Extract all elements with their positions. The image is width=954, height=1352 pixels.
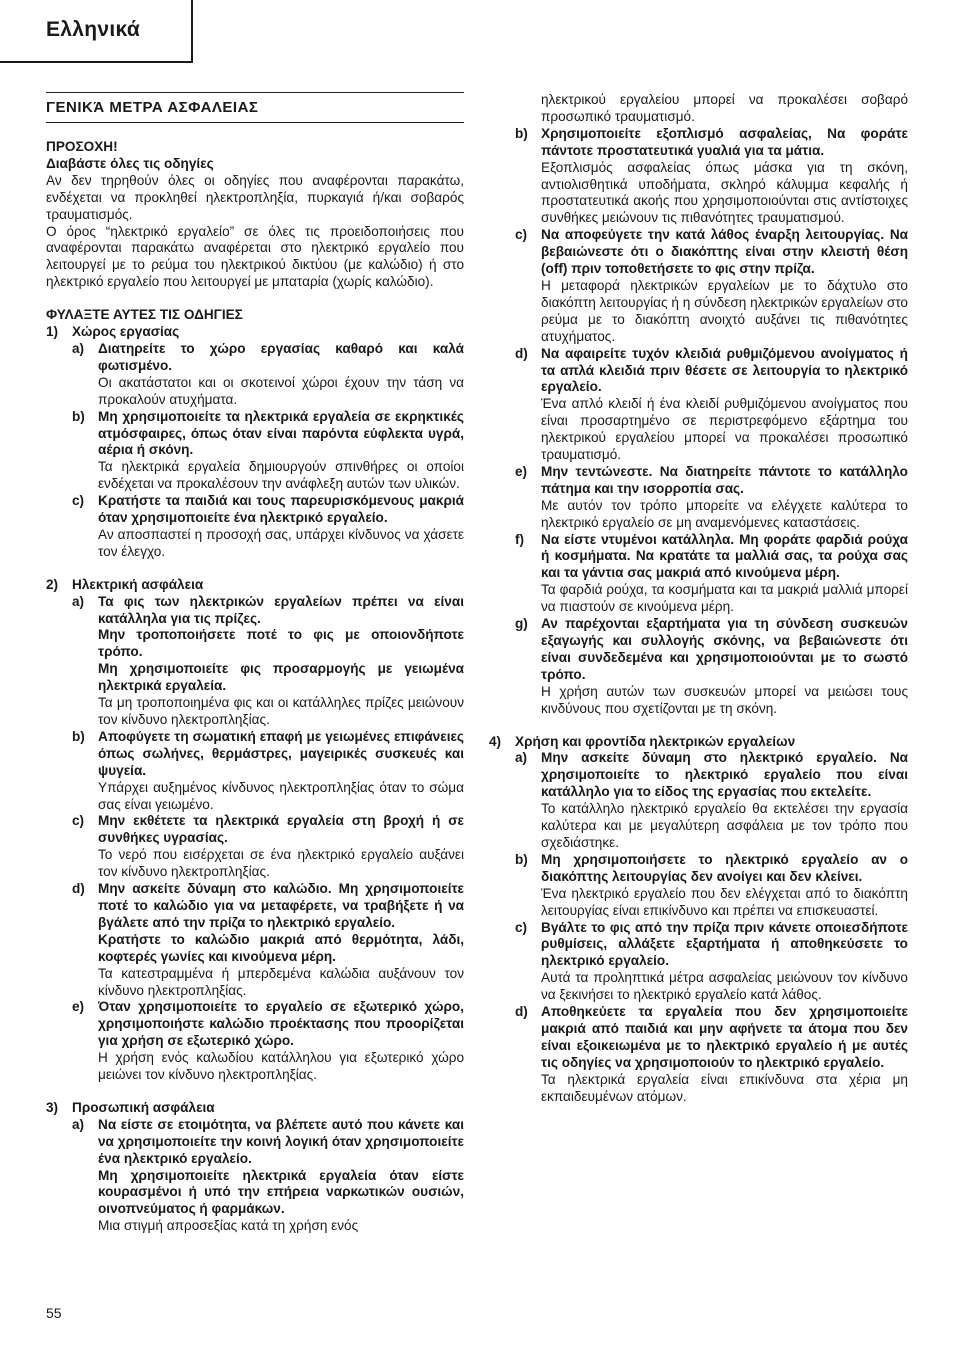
item-instruction: Μην ασκείτε δύναμη στο ηλεκτρικό εργαλείο. Να χρησιμοποιείτε το ηλεκτρικό εργαλείο που είναι κατάλληλο για το είδος της εργασίας που εκτελείτε. xyxy=(541,750,908,800)
warning-paragraph-1: Αν δεν τηρηθούν όλες οι οδηγίες που αναφέρονται παρακάτω, ενδέχεται να προκληθεί ηλεκτροπληξία, πυρκαγιά ή/και σοβαρός τραυματισμός. xyxy=(46,172,464,222)
list-item xyxy=(72,341,464,409)
item-label: a) xyxy=(72,593,85,609)
item-explanation: Τα μη τροποποιημένα φις και οι κατάλληλες πρίζες μειώνουν τον κίνδυνο ηλεκτροπληξίας. xyxy=(98,695,464,727)
group-heading xyxy=(489,734,908,751)
item-explanation: Το κατάλληλο ηλεκτρικό εργαλείο θα εκτελέσει την εργασία καλύτερα και με μεγαλύτερη ασφάλεια με τον τρόπο που σχεδιάστηκε. xyxy=(541,801,908,850)
list-item xyxy=(515,532,908,617)
list-item xyxy=(72,493,464,561)
section-title: ΓΕΝΙΚΆ ΜΕΤΡΑ ΑΣΦΑΛΕΙΑΣ xyxy=(46,92,464,123)
item-explanation: Αν αποσπαστεί η προσοχή σας, υπάρχει κίνδυνος να χάσετε τον έλεγχο. xyxy=(98,526,464,559)
item-label: d) xyxy=(72,881,85,897)
group-number: 1) xyxy=(46,324,59,340)
item-instruction: Μη χρησιμοποιείτε ηλεκτρικά εργαλεία όταν είστε κουρασμένοι ή υπό την επήρεια ναρκωτικών ουσιών, οινοπνεύματος ή φαρμάκων. xyxy=(98,1167,464,1217)
item-label: b) xyxy=(72,728,85,744)
group-heading xyxy=(46,1100,464,1117)
item-instruction: Αν παρέχονται εξαρτήματα για τη σύνδεση συσκευών εξαγωγής και συλλογής σκόνης, να βεβαιώνεστε ότι είναι συνδεδεμένα και χρησιμοποιούνται με το σωστό τρόπο. xyxy=(541,616,908,682)
list-item xyxy=(515,852,908,920)
page-number: 55 xyxy=(46,1305,62,1321)
item-explanation: Τα ηλεκτρικά εργαλεία δημιουργούν σπινθήρες οι οποίοι ενδέχεται να προκαλέσουν την ανάφλεξη αυτών των υλικών. xyxy=(98,459,464,492)
item-instruction: Βγάλτε το φις από την πρίζα πριν κάνετε οποιεσδήποτε ρυθμίσεις, αλλάξετε εξαρτήματα ή αποθηκεύσετε το ηλεκτρικό εργαλείο. xyxy=(541,919,908,969)
item-label: a) xyxy=(72,340,85,356)
item-instruction: Να αποφεύγετε την κατά λάθος έναρξη λειτουργίας. Να βεβαιώνεστε ότι ο διακόπτης είναι στην κλειστή θέση (off) πριν τοποθετήσετε το φις στην πρίζα. xyxy=(541,227,908,277)
item-explanation: Αυτά τα προληπτικά μέτρα ασφαλείας μειώνουν τον κίνδυνο να ξεκινήσει το ηλεκτρικό εργαλείο κατά λάθος. xyxy=(541,970,908,1003)
item-label: d) xyxy=(515,1004,528,1020)
list-item xyxy=(72,409,464,494)
group-items xyxy=(46,341,464,561)
item-instruction: Όταν χρησιμοποιείτε το εργαλείο σε εξωτερικό χώρο, χρησιμοποιήστε καλώδιο προέκτασης που προορίζεται για χρήση σε εξωτερικό χώρο. xyxy=(98,999,464,1049)
item-label: d) xyxy=(515,345,528,361)
list-item xyxy=(72,1117,464,1235)
item-label: c) xyxy=(515,919,528,935)
list-item xyxy=(515,227,908,345)
item-label: a) xyxy=(515,750,528,766)
group-title: Προσωπική ασφάλεια xyxy=(72,1099,215,1115)
item-instruction: Αποφύγετε τη σωματική επαφή με γειωμένες επιφάνειες όπως σωλήνες, θερμάστρες, μαγειρικές συσκευές και ψυγεία. xyxy=(98,728,464,778)
list-item xyxy=(515,346,908,464)
item-explanation: Τα φαρδιά ρούχα, τα κοσμήματα και τα μακριά μαλλιά μπορεί να πιαστούν σε κινούμενα μέρη. xyxy=(541,582,908,615)
item-label: b) xyxy=(515,125,528,141)
group-items xyxy=(46,1117,464,1235)
item-instruction: Μην τεντώνεστε. Να διατηρείτε πάντοτε το κατάλληλο πάτημα και την ισορροπία σας. xyxy=(541,463,908,496)
language-tab-label: Ελληνικά xyxy=(46,18,141,41)
item-label: g) xyxy=(515,616,528,632)
item-instruction: Μη χρησιμοποιείτε τα ηλεκτρικά εργαλεία σε εκρηκτικές ατμόσφαιρες, όπως όταν είναι παρόντα εύφλεκτα υγρά, αέρια ή σκόνη. xyxy=(98,408,464,458)
item-instruction: Μη χρησιμοποιείτε φις προσαρμογής με γειωμένα ηλεκτρικά εργαλεία. xyxy=(98,661,464,694)
group-number: 3) xyxy=(46,1099,59,1115)
item-instruction: Τα φις των ηλεκτρικών εργαλείων πρέπει να είναι κατάλληλα για τις πρίζες. xyxy=(98,593,464,626)
right-column xyxy=(489,92,908,1105)
group-title: Χώρος εργασίας xyxy=(72,324,180,340)
item-label: e) xyxy=(72,999,85,1015)
list-item xyxy=(515,126,908,227)
item-explanation: Οι ακατάστατοι και οι σκοτεινοί χώροι έχουν την τάση να προκαλούν ατυχήματα. xyxy=(98,374,464,407)
item-explanation: Η χρήση ενός καλωδίου κατάλληλου για εξωτερικό χώρο μειώνει τον κίνδυνο ηλεκτροπληξίας. xyxy=(98,1050,464,1083)
group-heading xyxy=(46,324,464,341)
item-explanation: Με αυτόν τον τρόπο μπορείτε να ελέγχετε καλύτερα το ηλεκτρικό εργαλείο σε μη αναμενόμενες καταστάσεις. xyxy=(541,497,908,530)
language-tab xyxy=(0,0,193,63)
item-instruction: Χρησιμοποιείτε εξοπλισμό ασφαλείας, Να φοράτε πάντοτε προστατευτικά γυαλιά για τα μάτια. xyxy=(541,125,908,158)
item-explanation: Ένα ηλεκτρικό εργαλείο που δεν ελέγχεται από το διακόπτη λειτουργίας είναι επικίνδυνο και πρέπει να επισκευαστεί. xyxy=(541,885,908,918)
item-label: b) xyxy=(72,408,85,424)
list-item xyxy=(72,594,464,729)
item-explanation: Το νερό που εισέρχεται σε ένα ηλεκτρικό εργαλείο αυξάνει τον κίνδυνο ηλεκτροπληξίας. xyxy=(98,847,464,880)
item-label: a) xyxy=(72,1116,85,1132)
item-explanation: Τα ηλεκτρικά εργαλεία είναι επικίνδυνα στα χέρια μη εκπαιδευμένων ατόμων. xyxy=(541,1071,908,1104)
item-instruction: Μην τροποποιήσετε ποτέ το φις με οποιονδήποτε τρόπο. xyxy=(98,627,464,660)
item-instruction: Να αφαιρείτε τυχόν κλειδιά ρυθμιζόμενου ανοίγματος ή τα απλά κλειδιά πριν θέσετε σε λειτουργία το ηλεκτρικό εργαλείο. xyxy=(541,345,908,395)
item-instruction: Να είστε ντυμένοι κατάλληλα. Μη φοράτε φαρδιά ρούχα ή κοσμήματα. Να κρατάτε τα μαλλιά σας, τα ρούχα σας και τα γάντια σας μακριά από κινούμενα μέρη. xyxy=(541,531,908,581)
item-label: e) xyxy=(515,463,528,479)
list-item xyxy=(515,920,908,1005)
group-title: Ηλεκτρική ασφάλεια xyxy=(72,576,204,592)
item-explanation: Ένα απλό κλειδί ή ένα κλειδί ρυθμιζόμενου ανοίγματος που είναι προσαρτημένο σε περιστρεφόμενο εξάρτημα του ηλεκτρικού εργαλείου μπορεί να προκαλέσει προσωπικό τραυματισμό. xyxy=(541,396,908,463)
item-label: c) xyxy=(72,813,85,829)
item-instruction: Διατηρείτε το χώρο εργασίας καθαρό και καλά φωτισμένο. xyxy=(98,340,464,373)
list-item xyxy=(515,750,908,851)
group-number: 2) xyxy=(46,576,59,592)
list-item xyxy=(72,729,464,814)
item-instruction: Κρατήστε το καλώδιο μακριά από θερμότητα, λάδι, κοφτερές γωνίες και κινούμενα μέρη. xyxy=(98,931,464,964)
item-instruction: Να είστε σε ετοιμότητα, να βλέπετε αυτό που κάνετε και να χρησιμοποιείτε την κοινή λογική όταν χρησιμοποιείτε ένα ηλεκτρικό εργαλείο. xyxy=(98,1116,464,1166)
keep-instructions-heading: ΦΥΛΑΞΤΕ ΑΥΤΕΣ ΤΙΣ ΟΔΗΓΙΕΣ xyxy=(46,307,243,323)
warning-subheading: Διαβάστε όλες τις οδηγίες xyxy=(46,155,214,171)
continued-text: ηλεκτρικού εργαλείου μπορεί να προκαλέσει σοβαρό προσωπικό τραυματισμό. xyxy=(541,92,908,124)
warning-paragraph-2: Ο όρος “ηλεκτρικό εργαλείο” σε όλες τις προειδοποιήσεις που αναφέρονται παρακάτω αναφέρεται στο ηλεκτρικό εργαλείο που λειτουργεί με το ρεύμα του ηλεκτρικού δικτύου (με καλώδιο) ή στο ηλεκτρικό εργαλείο που λειτουργεί με μπαταρία (χωρίς καλώδιο). xyxy=(46,223,464,290)
item-label: c) xyxy=(515,227,528,243)
item-instruction: Μην εκθέτετε τα ηλεκτρικά εργαλεία στη βροχή ή σε συνθήκες υγρασίας. xyxy=(98,813,464,846)
list-item xyxy=(72,881,464,999)
item-instruction: Κρατήστε τα παιδιά και τους παρευρισκόμενους μακριά όταν χρησιμοποιείτε ένα ηλεκτρικό εργαλείο. xyxy=(98,493,464,526)
list-item xyxy=(515,616,908,717)
item-explanation: Η μεταφορά ηλεκτρικών εργαλείων με το δάχτυλο στο διακόπτη λειτουργίας ή η σύνδεση ηλεκτρικών εργαλείων στο ρεύμα με το διακόπτη ανοιχτό αυξάνει τις πιθανότητες ατυχήματος. xyxy=(541,277,908,344)
item-explanation: Η χρήση αυτών των συσκευών μπορεί να μειώσει τους κινδύνους που σχετίζονται με τη σκόνη. xyxy=(541,683,908,716)
item-label: b) xyxy=(515,851,528,867)
group-number: 4) xyxy=(489,733,502,749)
list-item xyxy=(515,1004,908,1105)
list-item xyxy=(72,999,464,1084)
item-explanation: Εξοπλισμός ασφαλείας όπως μάσκα για τη σκόνη, αντιολισθητικά υποδήματα, σκληρό κάλυμμα κεφαλής ή προστατευτικά ακοής που χρησιμοποιούνται στις αντίστοιχες συνθήκες μειώνουν τις πιθανότητες τραυματισμού. xyxy=(541,159,908,226)
item-explanation: Τα κατεστραμμένα ή μπερδεμένα καλώδια αυξάνουν τον κίνδυνο ηλεκτροπληξίας. xyxy=(98,965,464,998)
item-instruction: Μη χρησιμοποιήσετε το ηλεκτρικό εργαλείο αν ο διακόπτης λειτουργίας δεν ανοίγει και δεν κλείνει. xyxy=(541,851,908,884)
item-instruction: Μην ασκείτε δύναμη στο καλώδιο. Μη χρησιμοποιείτε ποτέ το καλώδιο για να μεταφέρετε, να τραβήξετε ή να βγάλετε από την πρίζα το ηλεκτρικό εργαλείο. xyxy=(98,881,464,930)
item-instruction: Αποθηκεύετε τα εργαλεία που δεν χρησιμοποιείτε μακριά από παιδιά και μην αφήνετε τα άτομα που δεν είναι εξοικειωμένα με το ηλεκτρικό εργαλείο ή με αυτές τις οδηγίες να χρησιμοποιούν το ηλεκτρικό εργαλείο. xyxy=(541,1004,908,1070)
group-heading xyxy=(46,577,464,594)
warning-heading: ΠΡΟΣΟΧΗ! xyxy=(46,139,118,154)
list-item xyxy=(72,813,464,881)
list-item xyxy=(515,464,908,532)
group-title: Χρήση και φροντίδα ηλεκτρικών εργαλείων xyxy=(515,733,796,749)
group-items xyxy=(46,594,464,1084)
item-label: f) xyxy=(515,531,525,547)
item-explanation: Μια στιγμή απροσεξίας κατά τη χρήση ενός xyxy=(98,1218,359,1234)
item-label: c) xyxy=(72,493,85,509)
left-column xyxy=(46,92,464,1235)
item-explanation: Υπάρχει αυξημένος κίνδυνος ηλεκτροπληξίας όταν το σώμα σας είναι γειωμένο. xyxy=(98,779,464,812)
